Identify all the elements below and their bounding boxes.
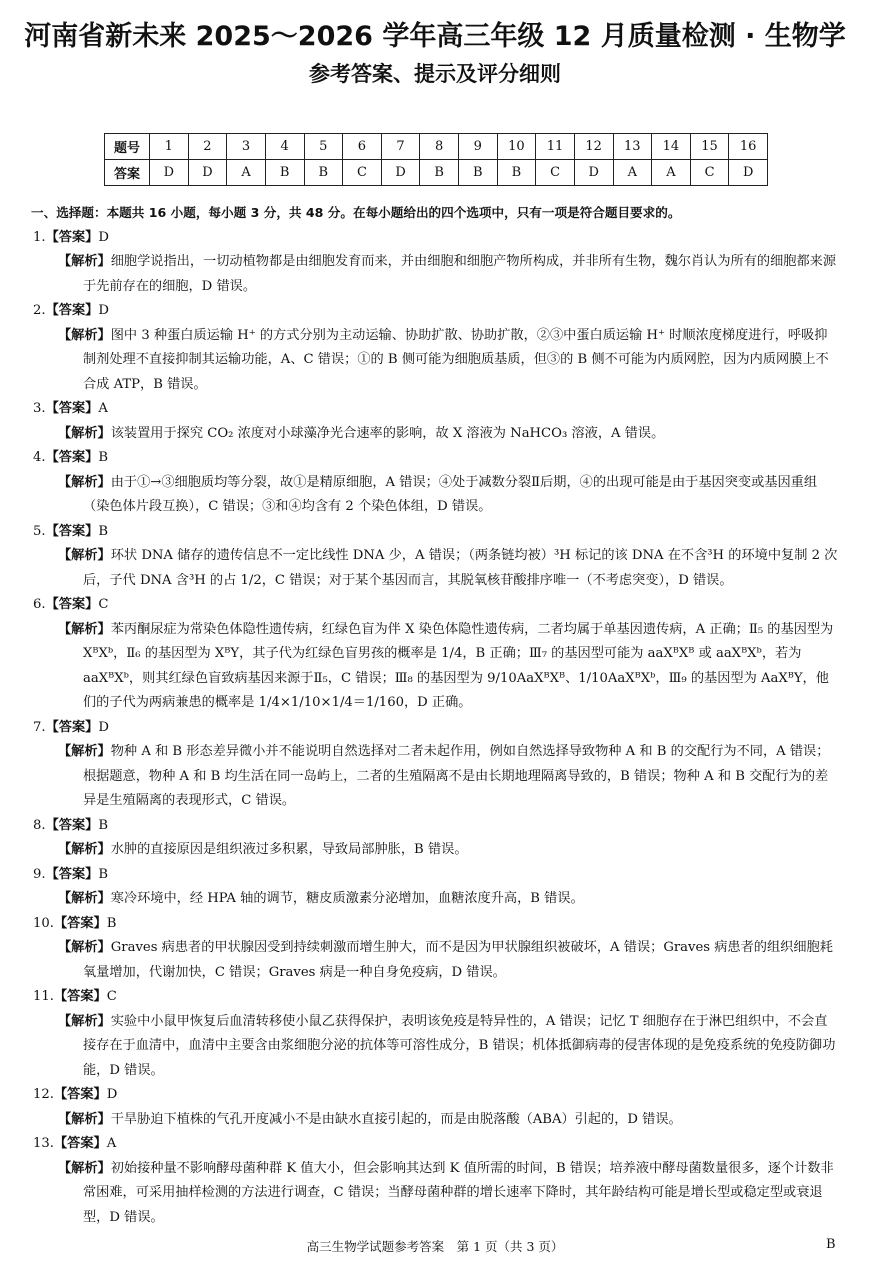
explanation-paragraph: [58, 1108, 839, 1133]
answer-value: A: [106, 1136, 117, 1151]
answer-cell: D: [381, 160, 420, 186]
answer-tag: 【答案】: [45, 450, 99, 465]
answer-value: D: [98, 719, 109, 735]
answer-value: B: [98, 523, 109, 539]
question-number-cell: 7: [381, 134, 420, 160]
question-number-cell: 11: [536, 134, 575, 160]
explanation-text: 寒冷环境中，经 HPA 轴的调节，糖皮质激素分泌增加，血糖浓度升高，B 错误。: [110, 891, 584, 906]
answer-tag: 【答案】: [45, 719, 99, 735]
answer-cell: C: [343, 160, 382, 186]
question-number-cell: 16: [729, 134, 768, 160]
answer-tag: 【答案】: [53, 1136, 107, 1151]
answer-tag: 【答案】: [53, 989, 107, 1004]
answer-line: [33, 716, 839, 741]
question-number-cell: 14: [652, 134, 691, 160]
explanation-paragraph: [58, 740, 839, 814]
explanation-tag: 【解析】: [58, 940, 111, 955]
explanation-tag: 【解析】: [58, 891, 111, 906]
answer-items: [33, 226, 839, 1231]
question-number-cell: 8: [420, 134, 459, 160]
answer-value: B: [98, 450, 109, 465]
answer-cell: B: [497, 160, 536, 186]
question-number: 8.: [33, 817, 46, 833]
answer-line: [33, 520, 839, 545]
explanation-paragraph: [58, 1157, 839, 1231]
answer-cell: C: [690, 160, 729, 186]
answer-key-number-label: 题号: [105, 134, 150, 160]
explanation-text: 实验中小鼠甲恢复后血清转移使小鼠乙获得保护，表明该免疫是特异性的，A 错误；记忆 T 细胞存在于淋巴组织中，不会直接存在于血清中，血清中主要含由浆细胞分泌的抗体等可溶性成分，B 错误；机体抵御病毒的侵害体现的是免疫系统的免疫防御功能，D 错误。: [83, 1013, 836, 1078]
answer-value: A: [98, 401, 108, 416]
explanation-text: 苯丙酮尿症为常染色体隐性遗传病，红绿色盲为伴 X 染色体隐性遗传病，二者均属于单基因遗传病，A 正确；Ⅱ₅ 的基因型为 XᴮXᵇ，Ⅱ₆ 的基因型为 XᴮY，其子代为红绿色盲男孩的概率是 1/4，B 正确；Ⅲ₇ 的基因型可能为 aaXᴮXᴮ 或 aaXᴮXᵇ，若为 aaXᴮXᵇ，则其红绿色盲致病基因来源于Ⅱ₅，C 错误；Ⅲ₈ 的基因型为 9/10AaXᴮXᴮ、1/10AaXᴮXᵇ，Ⅲ₉ 的基因型为 AaXᴮY，他们的子代为两病兼患的概率是 1/4×1/10×1/4＝1/160，D 正确。: [83, 621, 834, 710]
explanation-text: Graves 病患者的甲状腺因受到持续刺激而增生肿大，而不是因为甲状腺组织被破坏，A 错误；Graves 病患者的组织细胞耗氧量增加，代谢加快，C 错误；Graves 病是一种自身免疫病，D 错误。: [83, 940, 833, 980]
answer-cell: C: [536, 160, 575, 186]
answer-line: [33, 1083, 839, 1108]
explanation-paragraph: [58, 887, 839, 912]
page-subtitle: 参考答案、提示及评分细则: [309, 62, 561, 86]
question-number-cell: 10: [497, 134, 536, 160]
explanation-tag: 【解析】: [58, 425, 111, 441]
page-title: 河南省新未来 2025～2026 学年高三年级 12 月质量检测 · 生物学: [24, 21, 846, 52]
answer-line: [33, 912, 839, 937]
answer-line: [33, 985, 839, 1010]
answer-line: [33, 1132, 839, 1157]
answer-cell: B: [265, 160, 304, 186]
page-footer: 高三生物学试题参考答案 第 1 页（共 3 页）: [306, 1239, 564, 1254]
answer-line: [33, 593, 839, 618]
answer-content: [33, 201, 839, 1230]
answer-tag: 【答案】: [45, 597, 99, 612]
answer-cell: D: [150, 160, 189, 186]
explanation-text: 物种 A 和 B 形态差异微小并不能说明自然选择对二者未起作用，例如自然选择导致物种 A 和 B 的交配行为不同，A 错误；根据题意，物种 A 和 B 均生活在同一岛屿上，二者的生殖隔离不是由长期地理隔离导致的，B 错误；物种 A 和 B 交配行为的差异是生殖隔离的表现形式，C 错误。: [83, 744, 830, 808]
question-number: 6.: [33, 597, 46, 612]
explanation-tag: 【解析】: [58, 621, 111, 637]
explanation-text: 图中 3 种蛋白质运输 H⁺ 的方式分别为主动运输、协助扩散、协助扩散，②③中蛋白质运输 H⁺ 时顺浓度梯度进行，呼吸抑制剂处理不直接抑制其运输功能，A、C 错误；①的 B 侧可能为细胞质基质，但③的 B 侧不可能为内质网腔，因为内质网膜上不合成 ATP，B 错误。: [83, 327, 829, 392]
answer-cell: B: [420, 160, 459, 186]
explanation-tag: 【解析】: [58, 744, 111, 759]
version-letter: B: [826, 1237, 836, 1252]
question-number: 2.: [33, 303, 46, 318]
explanation-paragraph: [58, 250, 839, 299]
answer-line: [33, 814, 839, 839]
answer-cell: A: [652, 160, 691, 186]
explanation-text: 该装置用于探究 CO₂ 浓度对小球藻净光合速率的影响，故 X 溶液为 NaHCO₃ 溶液，A 错误。: [110, 425, 665, 441]
answer-cell: B: [304, 160, 343, 186]
question-number: 1.: [33, 229, 46, 245]
question-number-cell: 4: [265, 134, 304, 160]
answer-line: [33, 226, 839, 251]
answer-cell: A: [613, 160, 652, 186]
answer-tag: 【答案】: [45, 817, 99, 833]
explanation-paragraph: [58, 471, 839, 520]
explanation-text: 细胞学说指出，一切动植物都是由细胞发育而来，并由细胞和细胞产物所构成，并非所有生物，魏尔肖认为所有的细胞都来源于先前存在的细胞，D 错误。: [83, 254, 837, 294]
answer-cell: D: [188, 160, 227, 186]
explanation-paragraph: [58, 936, 839, 985]
answer-line: [33, 397, 839, 422]
explanation-text: 干旱胁迫下植株的气孔开度减小不是由缺水直接引起的，而是由脱落酸（ABA）引起的，D 错误。: [110, 1111, 682, 1127]
question-number-cell: 6: [343, 134, 382, 160]
answer-line: [33, 446, 839, 471]
section-heading: 一、选择题：本题共 16 小题，每小题 3 分，共 48 分。在每小题给出的四个选项中，只有一项是符合题目要求的。: [31, 205, 681, 220]
question-number: 13.: [33, 1136, 54, 1151]
answer-cell: D: [574, 160, 613, 186]
answer-value: D: [98, 229, 109, 245]
answer-line: [33, 863, 839, 888]
explanation-tag: 【解析】: [58, 548, 111, 563]
answer-tag: 【答案】: [45, 866, 99, 882]
answer-tag: 【答案】: [45, 229, 99, 245]
explanation-tag: 【解析】: [58, 1160, 111, 1176]
question-number-cell: 5: [304, 134, 343, 160]
answer-value: D: [106, 1087, 118, 1102]
answer-key-answer-label: 答案: [105, 160, 150, 186]
question-number-cell: 12: [574, 134, 613, 160]
question-number-cell: 2: [188, 134, 227, 160]
answer-value: D: [98, 303, 109, 318]
explanation-tag: 【解析】: [58, 474, 111, 490]
explanation-text: 由于①→③细胞质均等分裂，故①是精原细胞，A 错误；④处于减数分裂Ⅱ后期，④的出现可能是由于基因突变或基因重组（染色体片段互换），C 错误；③和④均含有 2 个染色体组，D 错误。: [83, 474, 818, 514]
answer-cell: D: [729, 160, 768, 186]
explanation-paragraph: [58, 838, 839, 863]
question-number: 12.: [33, 1087, 54, 1102]
question-number: 10.: [33, 915, 54, 931]
question-number-cell: 15: [690, 134, 729, 160]
explanation-text: 水肿的直接原因是组织液过多积累，导致局部肿胀，B 错误。: [110, 842, 468, 857]
answer-tag: 【答案】: [45, 303, 99, 318]
answer-line: [33, 299, 839, 324]
answer-tag: 【答案】: [53, 1087, 107, 1102]
answer-value: B: [98, 866, 109, 882]
answer-value: C: [106, 989, 117, 1004]
question-number-cell: 3: [227, 134, 266, 160]
explanation-text: 环状 DNA 储存的遗传信息不一定比线性 DNA 少，A 错误；（两条链均被）³H 标记的该 DNA 在不含³H 的环境中复制 2 次后，子代 DNA 含³H 的占 1/2，C 错误；对于某个基因而言，其脱氧核苷酸排序唯一（不考虑突变），D 错误。: [83, 548, 838, 588]
question-number-cell: 9: [459, 134, 498, 160]
answer-key-table: [104, 133, 768, 186]
question-number: 9.: [33, 866, 46, 882]
explanation-tag: 【解析】: [58, 842, 111, 857]
explanation-tag: 【解析】: [58, 327, 111, 343]
answer-key-answer-row: [105, 160, 768, 186]
question-number: 7.: [33, 719, 46, 735]
answer-tag: 【答案】: [45, 523, 99, 539]
explanation-text: 初始接种量不影响酵母菌种群 K 值大小，但会影响其达到 K 值所需的时间，B 错误；培养液中酵母菌数量很多，逐个计数非常困难，可采用抽样检测的方法进行调查，C 错误；当酵母菌种群的增长速率下降时，其年龄结构可能是增长型或稳定型或衰退型，D 错误。: [83, 1160, 834, 1225]
explanation-paragraph: [58, 422, 839, 447]
answer-key-number-row: [105, 134, 768, 160]
answer-tag: 【答案】: [45, 401, 99, 416]
answer-cell: A: [227, 160, 266, 186]
question-number: 5.: [33, 523, 46, 539]
explanation-tag: 【解析】: [58, 1111, 111, 1127]
answer-value: B: [98, 817, 109, 833]
explanation-paragraph: [58, 1010, 839, 1084]
question-number: 11.: [33, 989, 54, 1004]
explanation-paragraph: [58, 324, 839, 398]
answer-value: C: [98, 597, 109, 612]
explanation-paragraph: [58, 618, 839, 716]
answer-value: B: [106, 915, 117, 931]
explanation-tag: 【解析】: [58, 254, 111, 269]
question-number-cell: 13: [613, 134, 652, 160]
answer-tag: 【答案】: [53, 915, 107, 931]
question-number: 3.: [33, 401, 46, 416]
explanation-tag: 【解析】: [58, 1013, 111, 1029]
explanation-paragraph: [58, 544, 839, 593]
question-number-cell: 1: [150, 134, 189, 160]
answer-cell: B: [459, 160, 498, 186]
question-number: 4.: [33, 450, 46, 465]
